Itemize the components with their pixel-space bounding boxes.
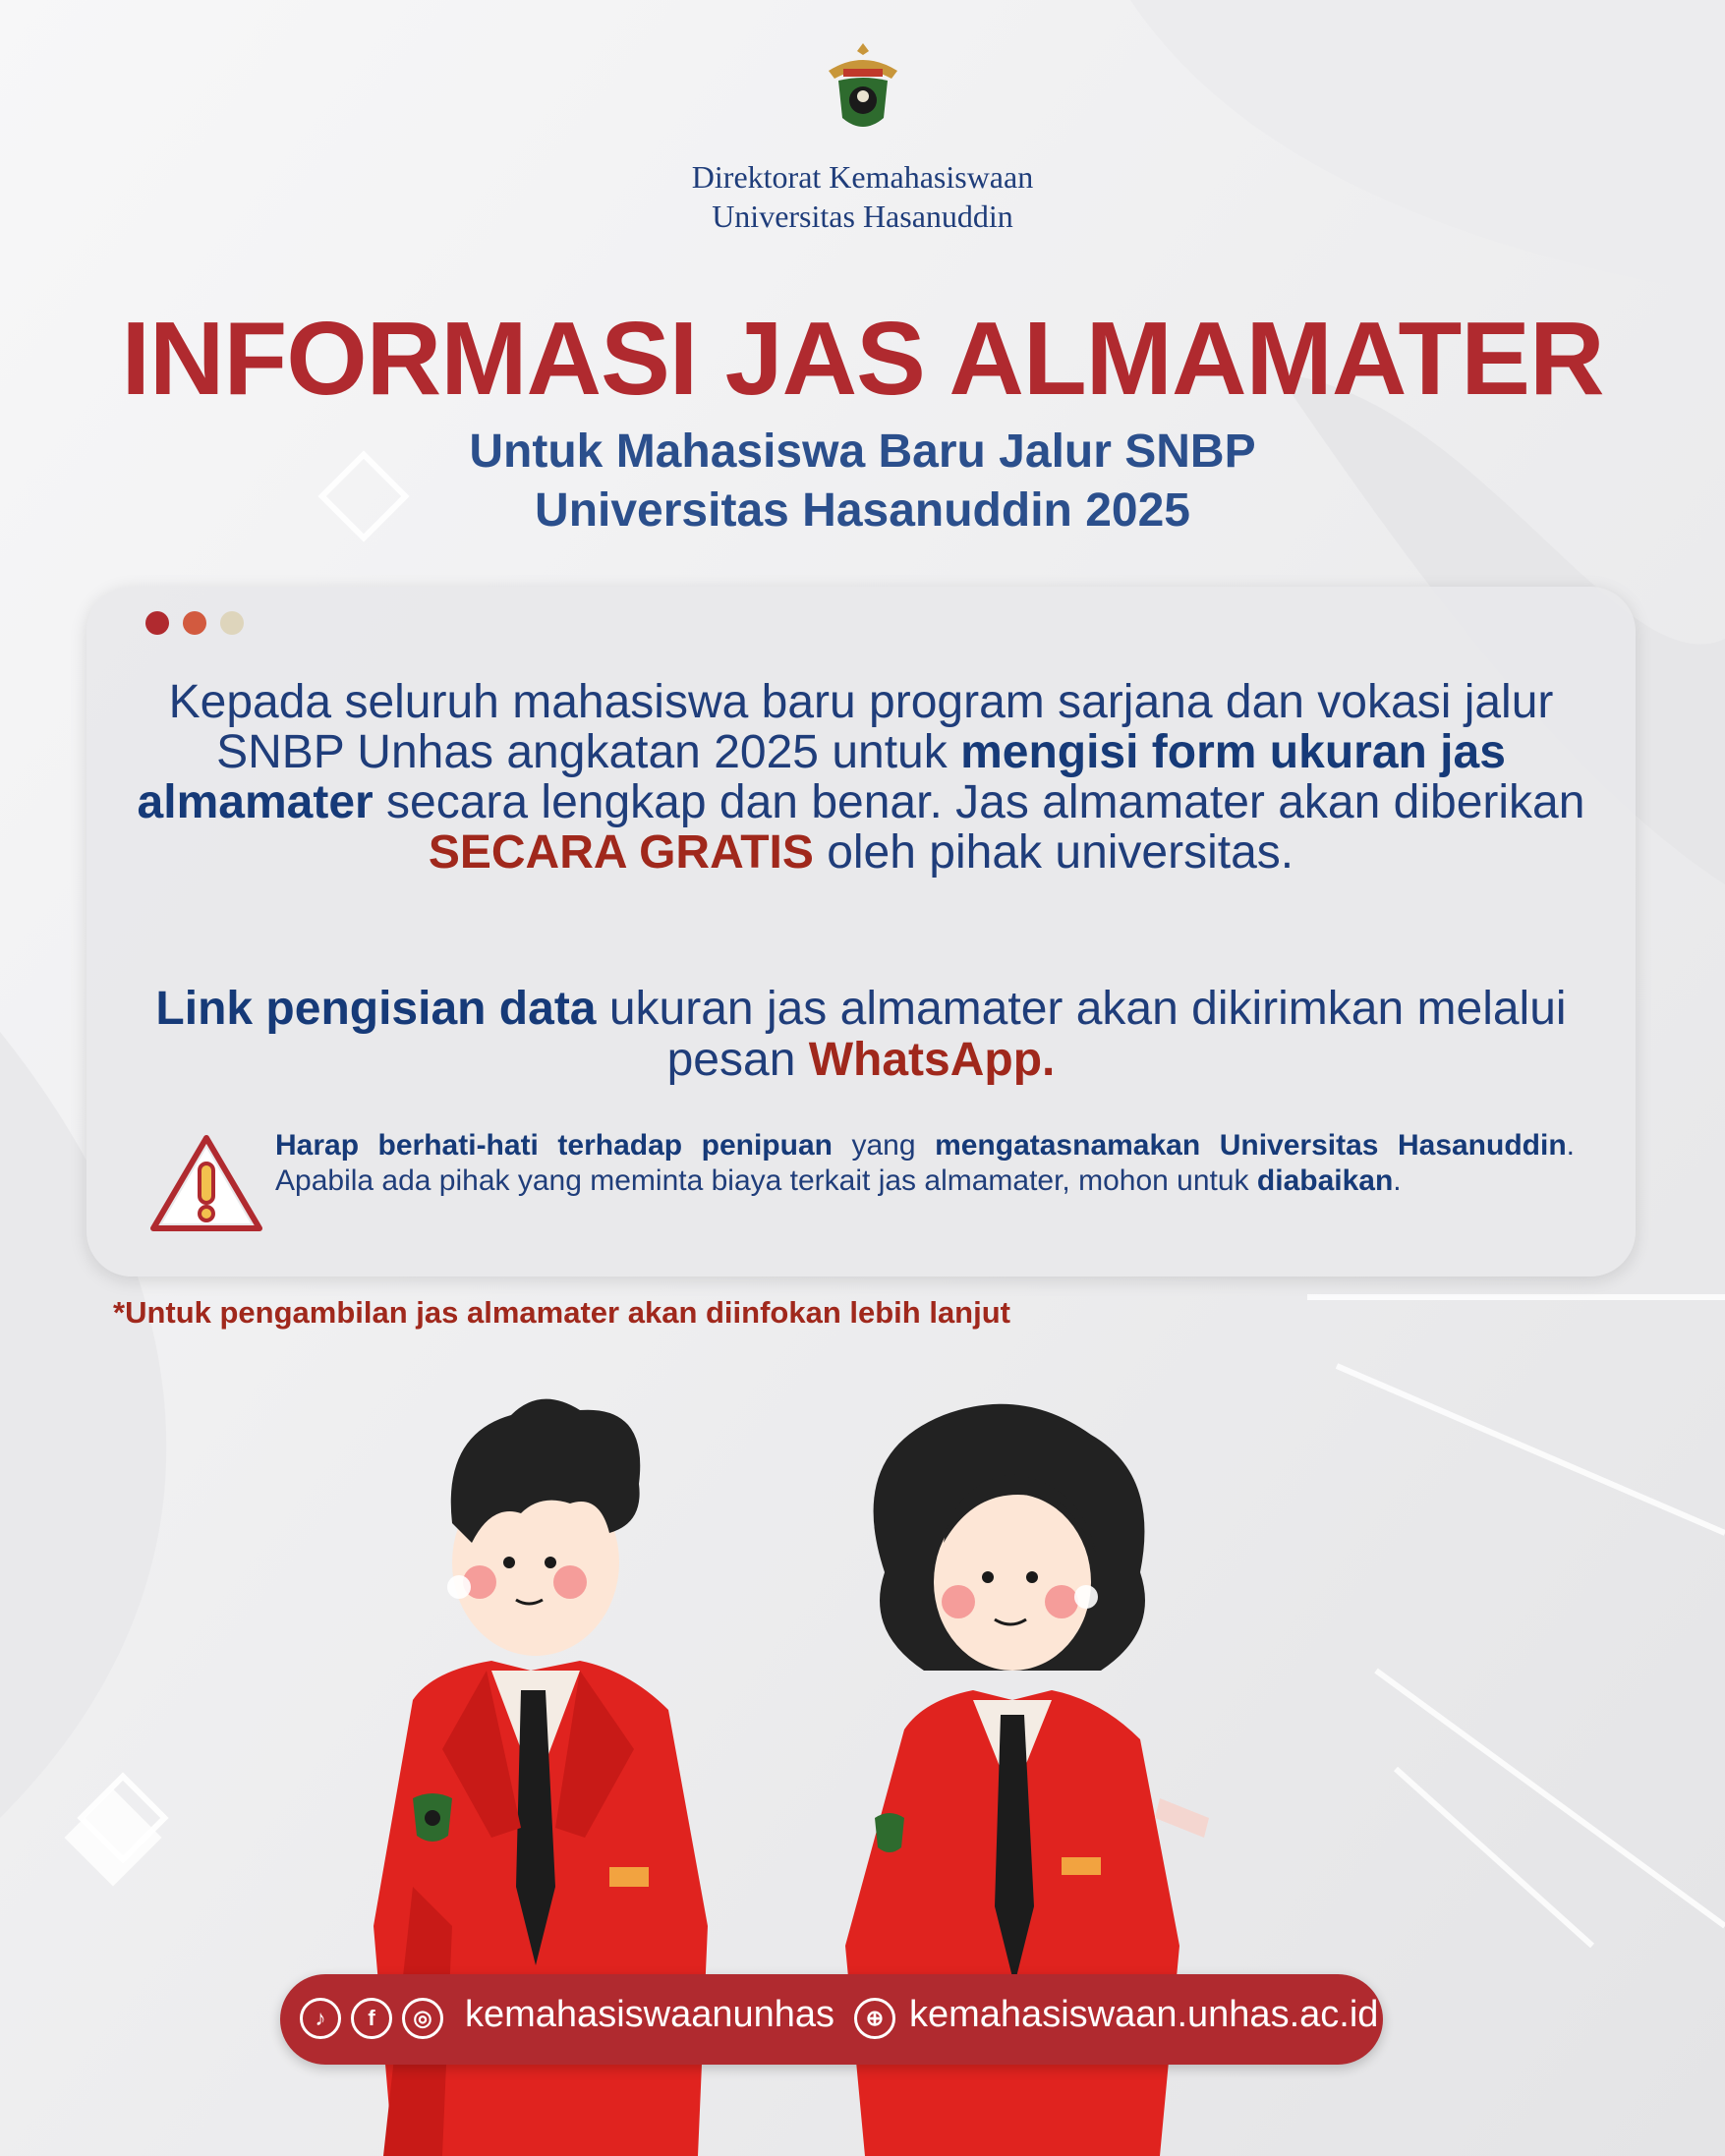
warning-icon	[147, 1132, 265, 1234]
pickup-note: *Untuk pengambilan jas almamater akan diinfokan lebih lanjut	[113, 1295, 1010, 1330]
warn-highlight-1: Harap berhati-hati terhadap penipuan	[275, 1129, 833, 1162]
warn-highlight-2: mengatasnamakan Universitas Hasanuddin	[935, 1129, 1567, 1162]
facebook-icon[interactable]: f	[351, 1998, 392, 2039]
para1-text-3: oleh pihak universitas.	[813, 826, 1294, 879]
org-name-line2: Universitas Hasanuddin	[712, 199, 1013, 234]
website-link[interactable]: kemahasiswaan.unhas.ac.id	[909, 1994, 1379, 2035]
university-logo-icon	[819, 39, 907, 138]
info-card	[86, 587, 1636, 1277]
fraud-warning-text	[275, 1128, 1575, 1199]
para1-text-2: secara lengkap dan benar. Jas almamater akan diberikan	[373, 776, 1585, 828]
window-dot-red	[145, 611, 169, 635]
globe-icon[interactable]: ⊕	[854, 1998, 895, 2039]
instagram-icon[interactable]: ◎	[402, 1998, 443, 2039]
link-paragraph	[106, 984, 1616, 1086]
org-name-line1: Direktorat Kemahasiswaan	[691, 159, 1034, 195]
subtitle-line2: Universitas Hasanuddin 2025	[535, 484, 1190, 537]
warn-text-1: yang	[832, 1129, 936, 1162]
footer-social-bar	[280, 1974, 1383, 2065]
subtitle-line1: Untuk Mahasiswa Baru Jalur SNBP	[469, 426, 1256, 478]
warn-text-3: .	[1393, 1164, 1402, 1197]
para2-text: ukuran jas almamater akan dikirimkan melalui pesan	[596, 983, 1567, 1086]
para1-text: Kepada seluruh mahasiswa baru program sarjana dan vokasi jalur SNBP Unhas angkatan 2025 untuk	[168, 676, 1554, 778]
para1-highlight-free: SECARA GRATIS	[428, 826, 814, 879]
warn-text-2: . Apabila ada pihak yang meminta biaya terkait jas almamater, mohon untuk	[275, 1129, 1575, 1197]
warn-highlight-3: diabaikan	[1256, 1164, 1394, 1197]
para1-highlight-form: mengisi form ukuran jas almamater	[137, 726, 1506, 828]
social-handle-link[interactable]: kemahasiswaanunhas	[465, 1994, 835, 2035]
window-dot-orange	[183, 611, 206, 635]
header	[0, 39, 1725, 236]
tiktok-icon[interactable]: ♪	[300, 1998, 341, 2039]
para2-highlight-whatsapp: WhatsApp.	[808, 1034, 1056, 1086]
page-title: INFORMASI JAS ALMAMATER	[121, 301, 1604, 417]
page-subtitle	[0, 423, 1725, 540]
announcement-paragraph	[106, 677, 1616, 878]
window-dot-beige	[220, 611, 244, 635]
para2-highlight-link: Link pengisian data	[155, 983, 597, 1035]
